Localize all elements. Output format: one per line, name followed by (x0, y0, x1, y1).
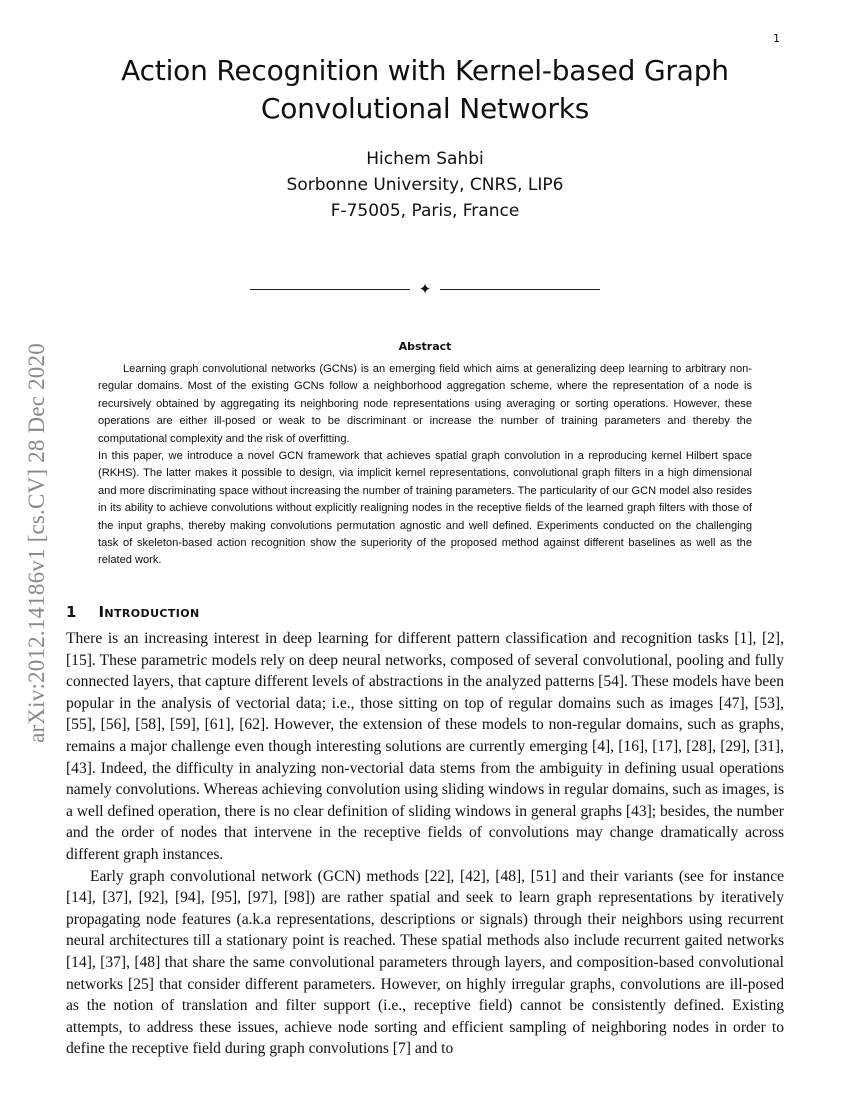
author-name: Hichem Sahbi (366, 149, 484, 169)
author-affiliation: Sorbonne University, CNRS, LIP6 (286, 175, 564, 195)
paper-title: Action Recognition with Kernel-based Graph Convolutional Networks (121, 54, 729, 125)
abstract-paragraph-2: In this paper, we introduce a novel GCN framework that achieves spatial graph convolution in a reproducing kernel Hilbert space (RKHS). The latter makes it possible to design, via implicit kernel representations, convolutional graph filters in a high dimensional and more discriminating space without increasing the number of training parameters. The particularity of our GCN model also resides in its ability to achieve convolutions without explicitly realigning nodes in the receptive fields of the learned graph filters with those of the input graphs, thereby making convolutions permutation agnostic and well defined. Experiments conducted on the challenging task of skeleton-based action recognition show the superiority of the proposed method against different baselines as well as the related work. (98, 450, 752, 567)
divider-line-right (440, 289, 600, 290)
page-number: 1 (773, 32, 780, 45)
title-divider (250, 280, 600, 300)
section-body (66, 628, 784, 1060)
abstract-heading: Abstract (398, 340, 452, 353)
author-block (60, 146, 790, 224)
section-number: 1 (66, 603, 77, 621)
arxiv-sidebar (22, 295, 52, 790)
body-paragraph-2: Early graph convolutional network (GCN) methods [22], [42], [48], [51] and their variants (see for instance [14], [37], [92], [94], [95], [97], [98]) are rather spatial and seek to learn graph representations by iteratively propagating node features (a.k.a representations, descriptions or signals) through their neighbors using recurrent neural architectures till a stationary point is reached. These spatial methods also include recurrent gaited networks [14], [37], [48] that share the same convolutional parameters through layers, and composition-based convolutional networks [25] that consider different parameters. However, on highly irregular graphs, convolutions are ill-posed as the notion of translation and filter support (i.e., receptive field) cannot be consistently defined. Existing attempts, to address these issues, achieve node sorting and efficient sampling of neighboring nodes in order to define the receptive field during graph convolutions [7] and to (66, 867, 784, 1058)
author-address: F-75005, Paris, France (330, 201, 520, 221)
abstract-body (98, 361, 752, 570)
section-title: Introduction (98, 603, 200, 621)
section-heading (66, 603, 200, 621)
body-paragraph-1: There is an increasing interest in deep learning for different pattern classification and recognition tasks [1], [2], [15]. These parametric models rely on deep neural networks, composed of several convolutional, pooling and fully connected layers, that capture different levels of abstractions in the analyzed patterns [54]. These models have been popular in the analysis of vectorial data; i.e., those sitting on top of regular domains such as images [47], [53], [55], [56], [58], [59], [61], [62]. However, the extension of these models to non-regular domains, such as graphs, remains a major challenge even though interesting solutions are currently emerging [4], [16], [17], [28], [29], [31], [43]. Indeed, the difficulty in analyzing non-vectorial data stems from the ambiguity in defining usual operations namely convolutions. Whereas achieving convolution using sliding windows in regular domains, such as images, is a well defined operation, there is no clear definition of sliding windows in general graphs [43]; besides, the number and the order of nodes that intervene in the receptive fields of convolutions may change dramatically across different graph instances. (66, 630, 784, 863)
divider-star-icon: ✦ (418, 280, 432, 298)
arxiv-identifier: arXiv:2012.14186v1 [cs.CV] 28 Dec 2020 (24, 342, 49, 743)
abstract-paragraph-1: Learning graph convolutional networks (GCNs) is an emerging field which aims at generalizing deep learning to arbitrary non-regular domains. Most of the existing GCNs follow a neighborhood aggregation scheme, where the representation of a node is recursively obtained by aggregating its neighboring node representations using averaging or sorting operations. However, these operations are either ill-posed or weak to be discriminant or increase the number of training parameters and thereby the computational complexity and the risk of overfitting. (98, 363, 752, 445)
